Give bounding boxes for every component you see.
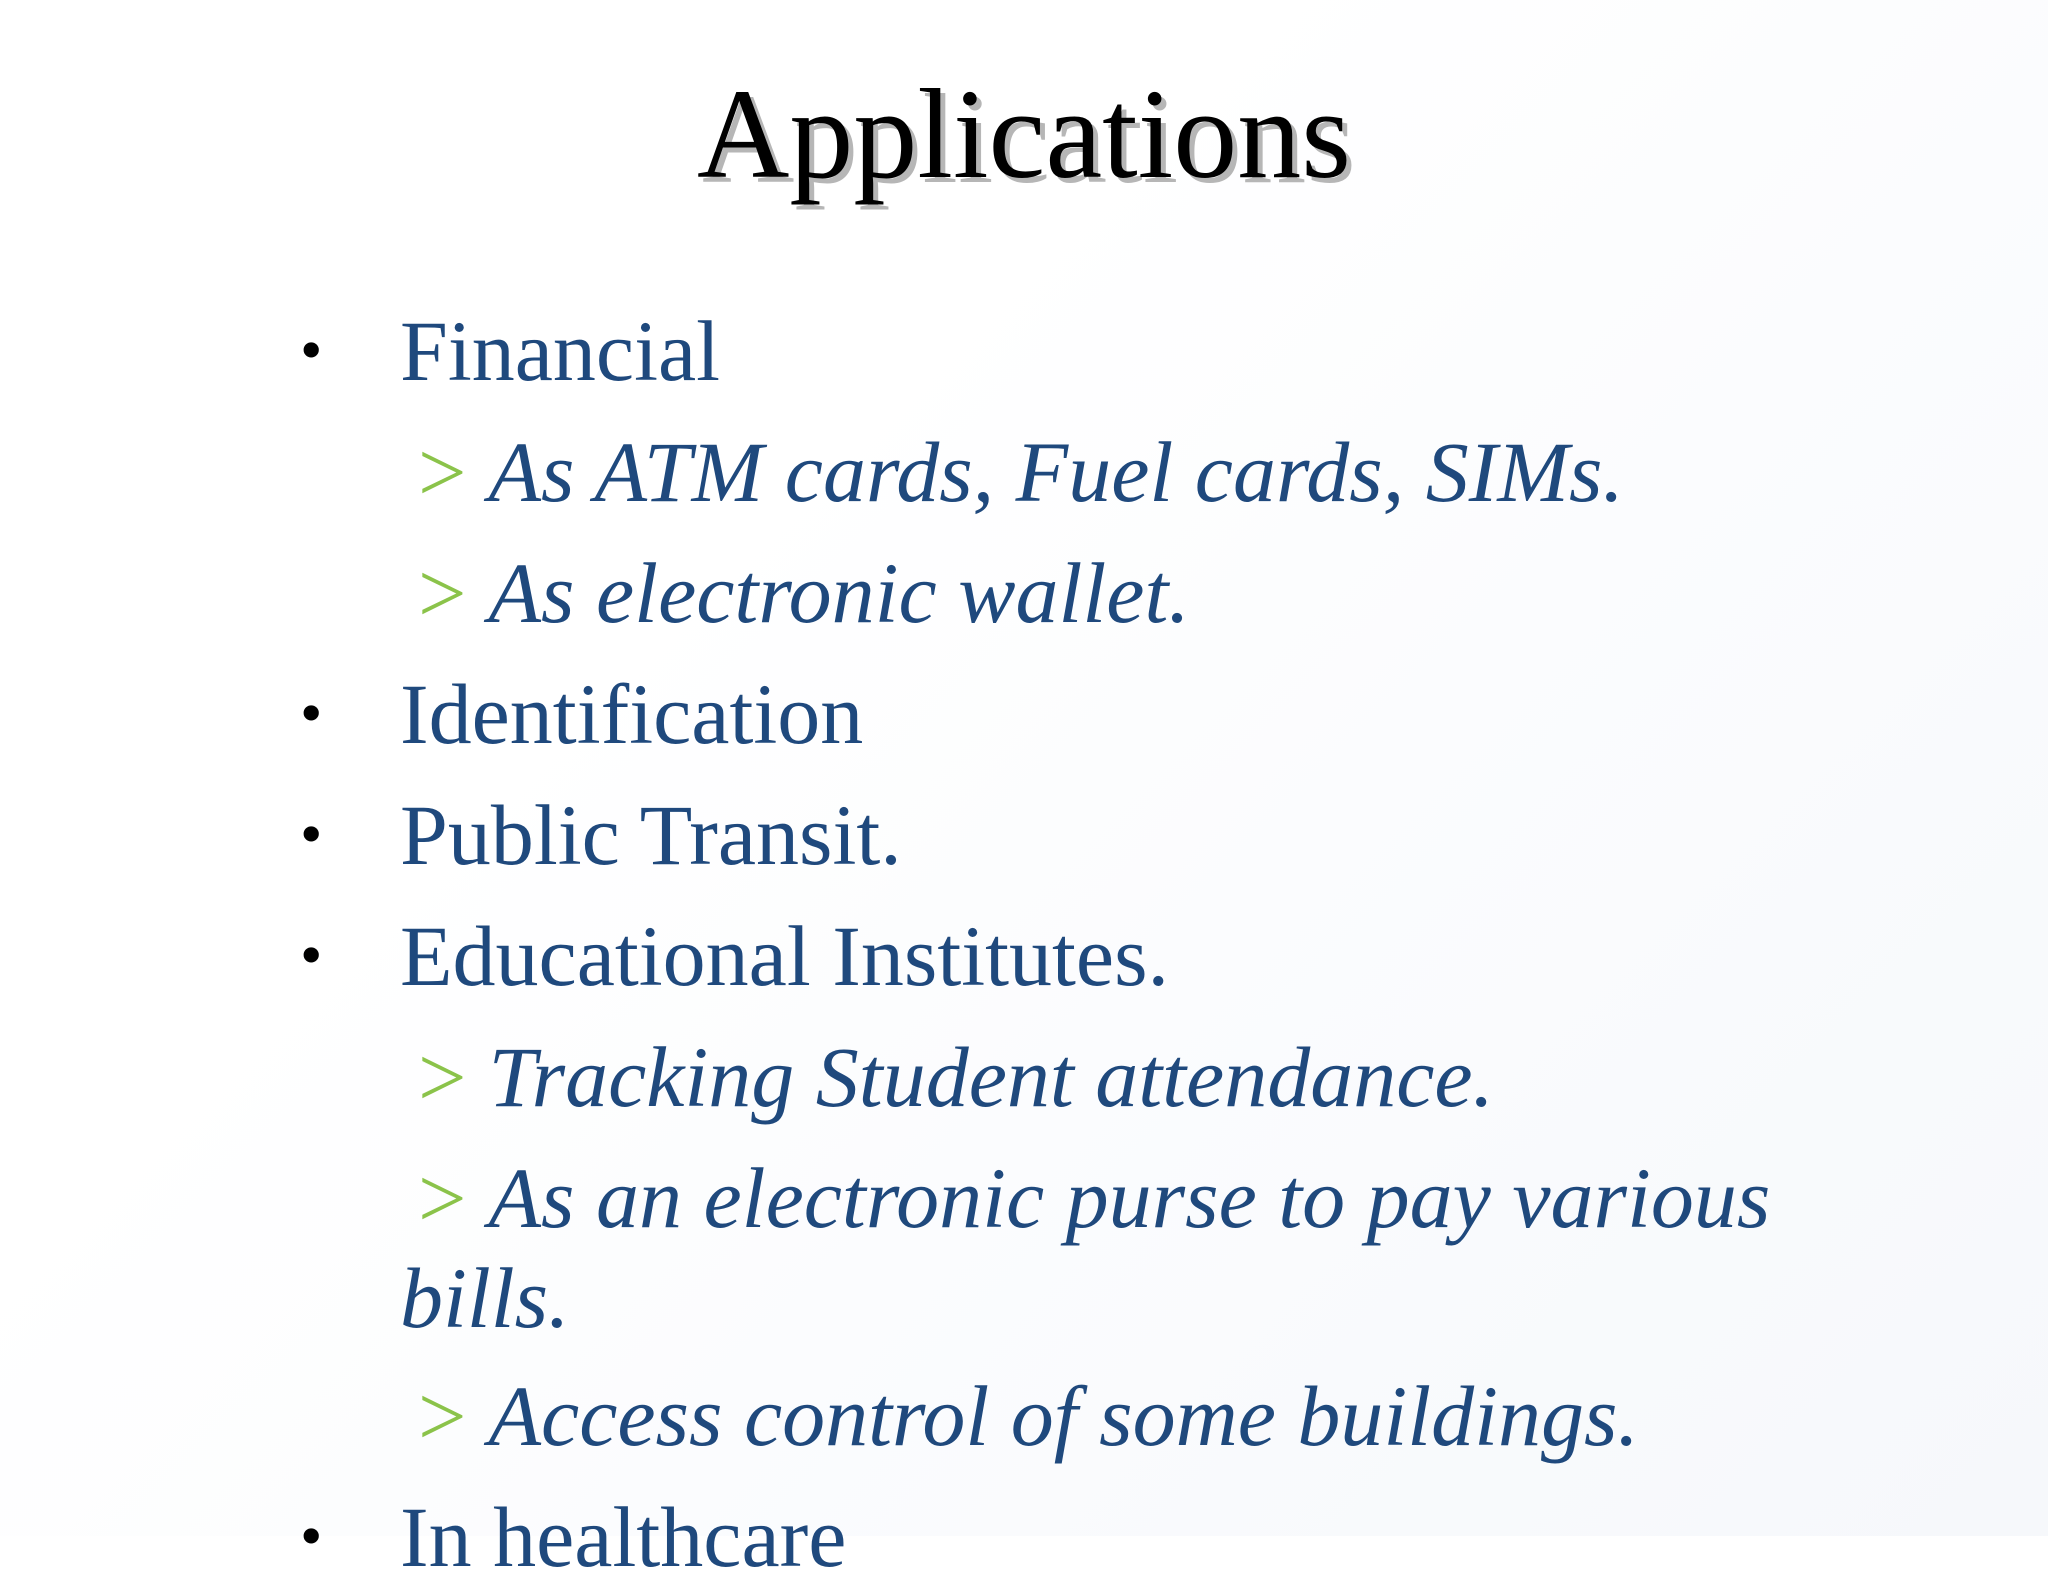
bullet-icon: • <box>300 314 323 385</box>
sub-item-atm-cards <box>418 424 1624 520</box>
sub-item-electronic-wallet <box>418 545 1190 641</box>
sub-item-student-attendance <box>418 1029 1495 1125</box>
sub-item-text: Tracking Student attendance. <box>488 1029 1495 1125</box>
bullet-icon: • <box>300 1500 323 1571</box>
sub-item-text: As an electronic purse to pay various <box>488 1150 1771 1246</box>
sub-item-text: As ATM cards, Fuel cards, SIMs. <box>488 424 1624 520</box>
bullet-text: In healthcare <box>400 1489 847 1585</box>
bullet-text: Public Transit. <box>400 787 902 883</box>
bullet-text: Identification <box>400 666 864 762</box>
bullet-text: Educational Institutes. <box>400 908 1170 1004</box>
bullet-icon: • <box>300 677 323 748</box>
bullet-text: Financial <box>400 303 721 399</box>
bullet-icon: • <box>300 798 323 869</box>
arrow-marker-icon: > <box>418 1368 467 1464</box>
arrow-marker-icon: > <box>418 424 467 520</box>
bullet-icon: • <box>300 919 323 990</box>
arrow-marker-icon: > <box>418 1150 467 1246</box>
slide-title: Applications <box>696 63 1352 205</box>
sub-item-continuation: bills. <box>400 1250 570 1346</box>
arrow-marker-icon: > <box>418 1029 467 1125</box>
sub-item-text: As electronic wallet. <box>488 545 1190 641</box>
sub-item-text: Access control of some buildings. <box>488 1368 1640 1464</box>
arrow-marker-icon: > <box>418 545 467 641</box>
sub-item-electronic-purse <box>418 1150 1771 1246</box>
sub-item-access-control <box>418 1368 1640 1464</box>
